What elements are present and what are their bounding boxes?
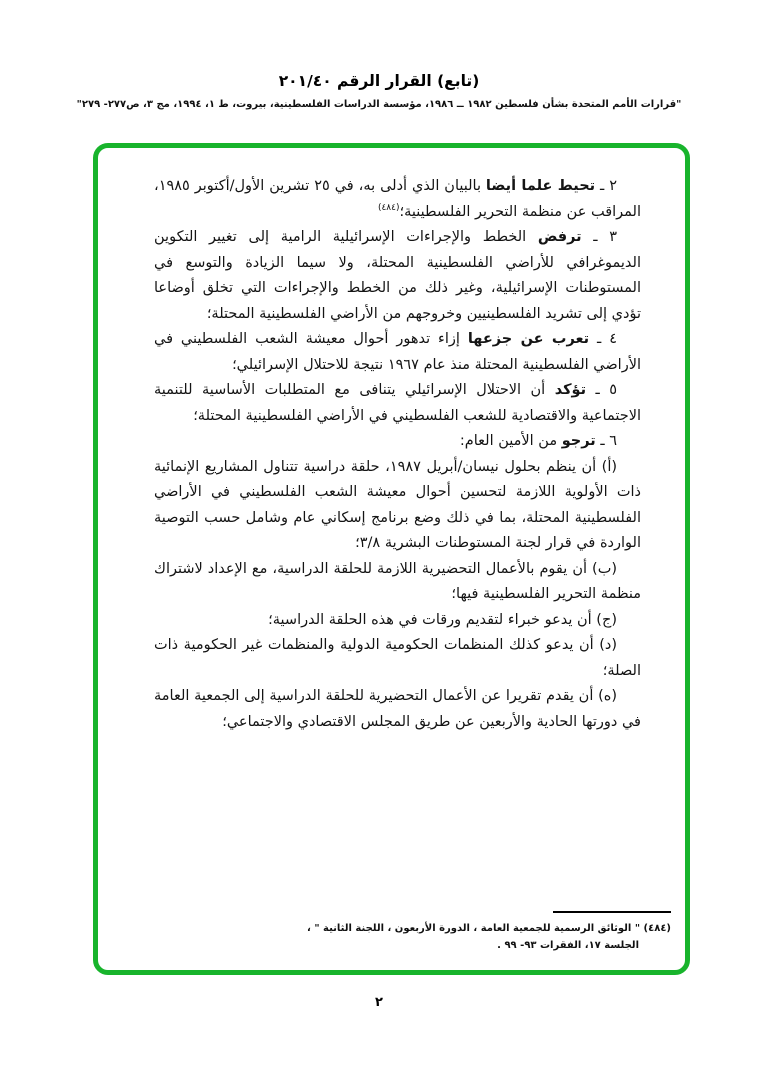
footnote-text-line1: (٤٨٤) " الوثائق الرسمية للجمعية العامة ، الدورة الأربعون ، اللجنة الثانية " ، [307,923,671,934]
resolution-body [98,148,685,735]
paragraph-lead: تؤكد [554,382,587,398]
resolution-paragraph-4 [154,327,641,378]
resolution-paragraph-6 [154,429,641,455]
paragraph-number: ٥ ـ [586,382,617,398]
paragraph-text: أن الاحتلال الإسرائيلي يتنافى مع المتطلبات الأساسية للتنمية الاجتماعية والاقتصادية للشعب الفلسطيني في الأراضي الفلسطينية المحتلة؛ [154,382,641,424]
paragraph-number: ٣ ـ [581,229,617,245]
paragraph-number: (ج) [591,611,617,628]
paragraph-lead: تحيط علما أيضا [485,178,596,194]
paragraph-text: أن يقوم بالأعمال التحضيرية اللازمة للحلقة الدراسية، مع الإعداد لاشتراك منظمة التحرير الفلسطينية فيها؛ [154,560,641,602]
paragraph-number: ٤ ـ [589,331,617,347]
paragraph-number: (ه) [593,688,617,704]
paragraph-lead: ترجو [561,433,596,449]
source-citation: "قرارات الأمم المتحدة بشأن فلسطين ١٩٨٢ ــ ١٩٨٦، مؤسسة الدراسات الفلسطينية، بيروت، ط ١، ١٩٩٤، مج ٣، ص٢٧٧- ٢٧٩" [76,99,682,110]
resolution-box [93,143,690,975]
paragraph-text: الخطط والإجراءات الإسرائيلية الرامية إلى تغيير التكوين الديموغرافي للأراضي الفلسطينية المحتلة، ولا سيما الزيادة والتوسع في المستوطنات الإسرائيلية، وغير ذلك من الخطط والإجراءات التي تخلق أوضاعا تؤدي إلى تشريد الفلسطينيين وخروجهم من الأراضي الفلسطينية المحتلة؛ [154,229,641,322]
footnote-separator [553,911,671,913]
paragraph-lead: ترفض [537,229,582,245]
resolution-subparagraph-d [154,633,641,684]
resolution-subparagraph-b [154,557,641,608]
paragraph-number: (أ) [596,458,618,475]
footnote-area [98,911,685,970]
footnote-reference: (٤٨٤) [377,202,400,213]
resolution-subparagraph-c [154,608,641,634]
paragraph-text: بالبيان الذي أدلى به، في ٢٥ تشرين الأول/أكتوبر ١٩٨٥، المراقب عن منظمة التحرير الفلسطينية؛ [154,178,641,220]
page-header [0,72,758,110]
paragraph-lead: تعرب عن جزعها [467,331,590,347]
resolution-paragraph-2 [154,174,641,225]
paragraph-number: (د) [593,637,617,653]
resolution-subparagraph-e [154,684,641,735]
paragraph-text: أن ينظم بحلول نيسان/أبريل ١٩٨٧، حلقة دراسية تتناول المشاريع الإنمائية ذات الأولوية اللازمة لتحسين أحوال معيشة الشعب الفلسطيني في الأراضي الفلسطينية المحتلة، بما في ذلك وضع برنامج إسكاني عام وشامل حسب التوصية الواردة في قرار لجنة المستوطنات البشرية ٣/٨؛ [154,458,641,551]
resolution-subparagraph-a [154,455,641,557]
paragraph-text: أن يدعو كذلك المنظمات الحكومية الدولية والمنظمات غير الحكومية ذات الصلة؛ [154,637,641,679]
resolution-paragraph-5 [154,378,641,429]
resolution-paragraph-3 [154,225,641,327]
paragraph-number: (ب) [587,560,618,577]
page-title: (تابع) القرار الرقم ٢٠١/٤٠ [278,72,480,90]
paragraph-text: إزاء تدهور أحوال معيشة الشعب الفلسطيني في الأراضي الفلسطينية المحتلة منذ عام ١٩٦٧ نتيجة للاحتلال الإسرائيلي؛ [154,331,641,373]
page-number: ٢ [375,995,383,1010]
paragraph-text: أن يقدم تقريرا عن الأعمال التحضيرية للحلقة الدراسية إلى الجمعية العامة في دورتها الحادية والأربعين عن طريق المجلس الاقتصادي والاجتماعي؛ [154,688,641,730]
paragraph-number: ٦ ـ [595,433,617,449]
paragraph-text: أن يدعو خبراء لتقديم ورقات في هذه الحلقة الدراسية؛ [268,611,592,628]
paragraph-text: من الأمين العام: [459,433,562,449]
footnote-text-line2: الجلسة ١٧، الفقرات ٩٣- ٩٩ . [497,940,639,951]
paragraph-number: ٢ ـ [595,178,618,194]
